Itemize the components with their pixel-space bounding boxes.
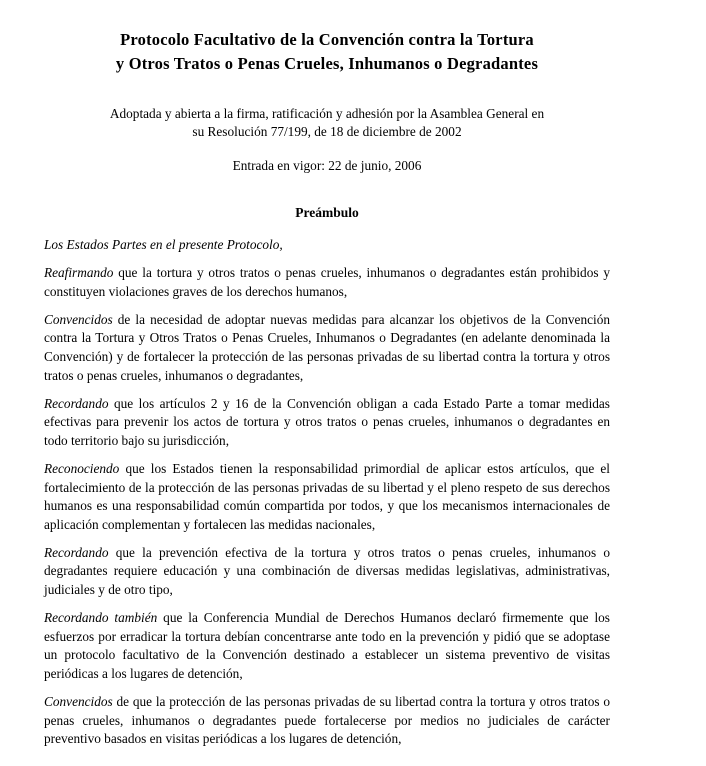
paragraph-lead-word: Recordando también xyxy=(44,610,158,626)
paragraph-body-text: que los artículos 2 y 16 de la Convención obligan a cada Estado Parte a tomar medidas efectivas para prevenir los actos de tortura y otros tratos o penas crueles, inhumanos o degradantes en todo territorio bajo su jurisdicción, xyxy=(44,395,610,448)
paragraph-lead-word: Recordando xyxy=(44,544,109,560)
preamble-paragraph xyxy=(44,609,610,683)
paragraph-lead-word: Reconociendo xyxy=(44,460,120,476)
paragraph-body-text: de la necesidad de adoptar nuevas medidas para alcanzar los objetivos de la Convención contra la Tortura y Otros Tratos o Penas Crueles, Inhumanos o Degradantes (en adelante denominada la Convención) y de fortalecer la protección de las personas privadas de su libertad contra la tortura y otros tratos o penas crueles, inhumanos o degradantes, xyxy=(44,311,610,383)
preamble-paragraph xyxy=(44,544,610,600)
preamble-paragraph xyxy=(44,311,610,385)
preamble-opening-line: Los Estados Partes en el presente Protocolo, xyxy=(44,237,283,252)
paragraph-body-text: que la prevención efectiva de la tortura y otros tratos o penas crueles, inhumanos o degradantes requiere educación y una combinación de diversas medidas legislativas, administrativas, judiciales y de otro tipo, xyxy=(44,544,610,597)
document-title-line1: Protocolo Facultativo de la Convención contra la Tortura xyxy=(120,30,534,49)
paragraph-lead-word: Convencidos xyxy=(44,693,113,709)
document-title xyxy=(44,28,610,76)
paragraph-lead-word: Recordando xyxy=(44,395,109,411)
preamble-paragraph xyxy=(44,460,610,534)
paragraph-body-text: que los Estados tienen la responsabilidad primordial de aplicar estos artículos, que el fortalecimiento de la protección de las personas privadas de su libertad y el pleno respeto de sus derechos humanos es una responsabilidad común compartida por todos, y que los mecanismos internacionales de aplicación complementan y fortalecen las medidas nacionales, xyxy=(44,460,610,532)
adoption-note xyxy=(44,105,610,142)
preamble-heading: Preámbulo xyxy=(295,205,359,221)
paragraph-body-text: de que la protección de las personas privadas de su libertad contra la tortura y otros tratos o penas crueles, inhumanos o degradantes puede fortalecerse por medios no judiciales de carácter preventivo basados en visitas periódicas a los lugares de detención, xyxy=(44,693,610,747)
paragraph-lead-word: Convencidos xyxy=(44,311,113,327)
preamble-paragraph xyxy=(44,693,610,749)
document-title-line2: y Otros Tratos o Penas Crueles, Inhumanos o Degradantes xyxy=(115,54,539,73)
paragraph-body-text: que la tortura y otros tratos o penas crueles, inhumanos o degradantes están prohibidos y constituyen violaciones graves de los derechos humanos, xyxy=(44,265,610,299)
paragraph-lead-word: Reafirmando xyxy=(44,265,114,281)
preamble-paragraph xyxy=(44,395,610,451)
entry-into-force: Entrada en vigor: 22 de junio, 2006 xyxy=(232,157,422,173)
preamble-paragraphs xyxy=(44,264,610,749)
preamble-paragraph xyxy=(44,264,610,301)
paragraph-body-text: que la Conferencia Mundial de Derechos Humanos declaró firmemente que los esfuerzos por erradicar la tortura debían concentrarse ante todo en la prevención y pidió que se adoptase un protocolo facultativo de la Convención destinado a establecer un sistema preventivo de visitas periódicas a los lugares de detención, xyxy=(44,610,610,681)
adoption-note-line1: Adoptada y abierta a la firma, ratificación y adhesión por la Asamblea General en xyxy=(109,106,545,121)
adoption-note-line2: su Resolución 77/199, de 18 de diciembre de 2002 xyxy=(192,124,462,140)
